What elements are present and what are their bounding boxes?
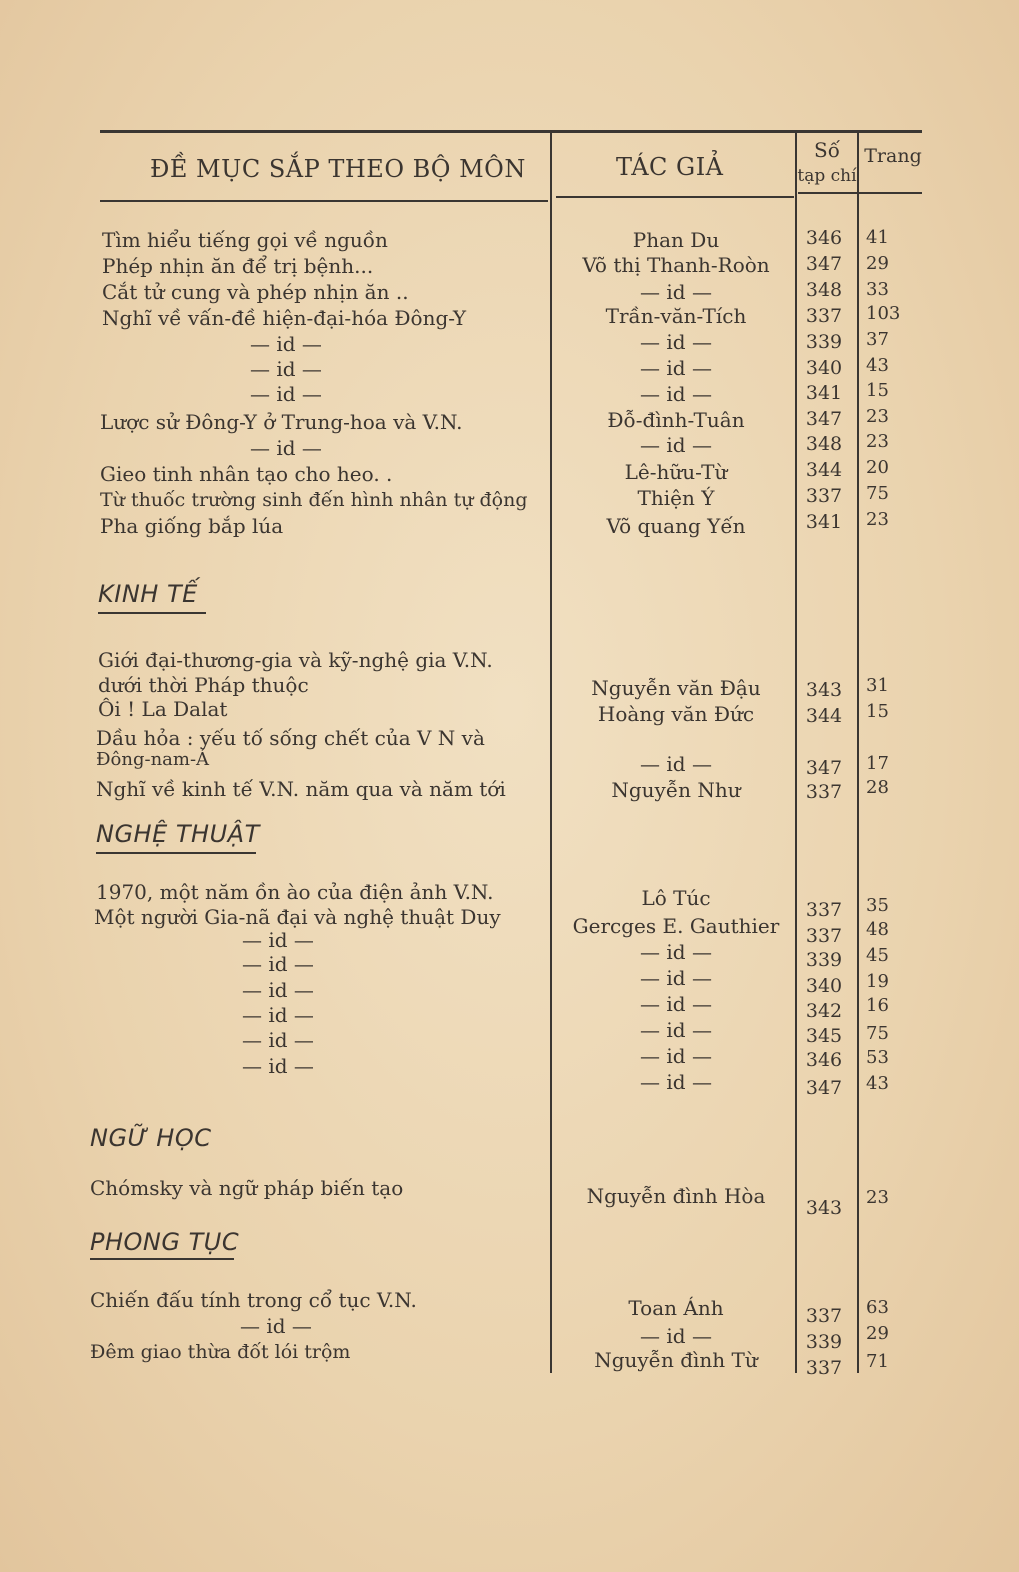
- row-author: Gercges E. Gauthier: [572, 914, 780, 938]
- row-issue: 337: [805, 781, 843, 803]
- column-divider-subject-author: [550, 133, 552, 1373]
- row-author: Nguyễn Như: [611, 778, 741, 802]
- row-issue: 342: [805, 1000, 843, 1022]
- row-page: 75: [866, 483, 889, 504]
- row-page: 17: [866, 753, 889, 774]
- row-title-continued: dưới thời Pháp thuộc: [98, 673, 309, 697]
- row-issue: 343: [805, 1197, 843, 1219]
- row-author: — id —: [640, 966, 712, 990]
- row-issue: 348: [805, 279, 843, 301]
- row-issue: 347: [805, 1077, 843, 1099]
- row-title: — id —: [242, 1054, 314, 1078]
- row-issue: 337: [805, 1357, 843, 1379]
- row-title: Nghĩ về vấn-đề hiện-đại-hóa Đông-Y: [102, 306, 467, 330]
- row-author: — id —: [640, 1070, 712, 1094]
- row-issue: 339: [805, 1331, 843, 1353]
- row-issue: 340: [805, 975, 843, 997]
- row-page: 20: [866, 457, 889, 478]
- header-bottom-rule-subject: [100, 200, 548, 202]
- row-title: — id —: [242, 1028, 314, 1052]
- header-author: TÁC GIẢ: [616, 153, 724, 181]
- row-issue: 337: [805, 925, 843, 947]
- row-author: — id —: [640, 1044, 712, 1068]
- row-author: — id —: [640, 330, 712, 354]
- section-underline: [98, 612, 206, 614]
- row-title: Lược sử Đông-Y ở Trung-hoa và V.N.: [100, 410, 463, 434]
- column-divider-issue-page: [857, 133, 859, 1373]
- row-issue: 343: [805, 679, 843, 701]
- row-page: 53: [866, 1047, 889, 1068]
- row-title: Phép nhịn ăn để trị bệnh...: [102, 254, 374, 278]
- header-page: Trang: [864, 145, 922, 167]
- row-author: Lô Túc: [641, 886, 711, 910]
- row-page: 43: [866, 355, 889, 376]
- section-underline: [96, 852, 256, 854]
- row-author: — id —: [640, 356, 712, 380]
- row-title: — id —: [250, 357, 322, 381]
- row-author: Nguyễn đình Hòa: [586, 1184, 766, 1208]
- row-author: Nguyễn văn Đậu: [591, 676, 761, 700]
- row-title: Tìm hiểu tiếng gọi về nguồn: [102, 228, 388, 252]
- row-author: Lê-hữu-Từ: [624, 460, 728, 484]
- row-author: — id —: [640, 992, 712, 1016]
- row-author: — id —: [640, 940, 712, 964]
- row-title: Giới đại-thương-gia và kỹ-nghệ gia V.N.: [98, 648, 493, 672]
- row-title: Dầu hỏa : yếu tố sống chết của V N và: [96, 726, 485, 750]
- row-issue: 340: [805, 357, 843, 379]
- row-page: 16: [866, 995, 889, 1016]
- row-title-continued: Đông-nam-Á: [96, 749, 210, 770]
- row-title: — id —: [242, 1003, 314, 1027]
- row-author: Hoàng văn Đức: [597, 702, 755, 726]
- row-page: 37: [866, 329, 889, 350]
- header-subject: ĐỀ MỤC SẮP THEO BỘ MÔN: [150, 155, 526, 183]
- row-author: Toan Ánh: [628, 1296, 724, 1320]
- row-author: — id —: [640, 433, 712, 457]
- row-issue: 337: [805, 305, 843, 327]
- row-page: 15: [866, 701, 889, 722]
- row-issue: 337: [805, 899, 843, 921]
- row-title: — id —: [250, 382, 322, 406]
- row-issue: 341: [805, 382, 843, 404]
- row-title: Một người Gia-nã đại và nghệ thuật Duy: [94, 905, 501, 929]
- row-issue: 339: [805, 331, 843, 353]
- row-page: 71: [866, 1351, 889, 1372]
- row-author: — id —: [640, 1018, 712, 1042]
- row-author: — id —: [640, 1324, 712, 1348]
- row-title: Chómsky và ngữ pháp biến tạo: [90, 1176, 404, 1200]
- row-issue: 346: [805, 227, 843, 249]
- row-title: Gieo tinh nhân tạo cho heo. .: [100, 462, 393, 486]
- section-heading-kinh-te: KINH TẾ: [98, 580, 198, 608]
- row-author: — id —: [640, 280, 712, 304]
- row-issue: 344: [805, 459, 843, 481]
- row-page: 43: [866, 1073, 889, 1094]
- row-page: 29: [866, 253, 889, 274]
- row-issue: 339: [805, 949, 843, 971]
- row-title: — id —: [240, 1314, 312, 1338]
- row-page: 63: [866, 1297, 889, 1318]
- row-author: Võ thị Thanh-Roòn: [582, 253, 770, 277]
- row-title: Nghĩ về kinh tế V.N. năm qua và năm tới: [96, 777, 506, 801]
- row-author: Võ quang Yến: [606, 514, 746, 538]
- row-page: 23: [866, 1187, 889, 1208]
- row-author: — id —: [640, 382, 712, 406]
- header-bottom-rule-issue: [798, 192, 922, 194]
- row-page: 19: [866, 971, 889, 992]
- header-bottom-rule-author: [556, 196, 794, 198]
- section-heading-phong-tuc: PHONG TỤC: [90, 1228, 240, 1256]
- row-issue: 348: [805, 433, 843, 455]
- row-title: Từ thuốc trường sinh đến hình nhân tự động: [100, 489, 528, 511]
- row-page: 45: [866, 945, 889, 966]
- row-title: — id —: [242, 952, 314, 976]
- row-issue: 337: [805, 1305, 843, 1327]
- row-author: Thiện Ý: [637, 486, 715, 510]
- row-author: — id —: [640, 752, 712, 776]
- row-author: Nguyễn đình Từ: [594, 1348, 758, 1372]
- section-heading-nghe-thuat: NGHỆ THUẬT: [96, 820, 260, 848]
- row-page: 41: [866, 227, 889, 248]
- row-page: 23: [866, 509, 889, 530]
- row-title: — id —: [242, 928, 314, 952]
- row-page: 33: [866, 279, 889, 300]
- header-top-rule: [100, 130, 922, 133]
- row-title: Ôi ! La Dalat: [98, 697, 228, 721]
- row-author: Phan Du: [632, 228, 720, 252]
- row-title: Pha giống bắp lúa: [100, 514, 284, 538]
- row-page: 28: [866, 777, 889, 798]
- row-issue: 341: [805, 511, 843, 533]
- row-issue: 347: [805, 253, 843, 275]
- row-page: 75: [866, 1023, 889, 1044]
- row-page: 103: [866, 303, 901, 324]
- row-title: Chiến đấu tính trong cổ tục V.N.: [90, 1288, 417, 1312]
- row-issue: 344: [805, 705, 843, 727]
- header-issue-line1: Số: [814, 138, 840, 162]
- row-title: — id —: [250, 332, 322, 356]
- row-author: Đỗ-đình-Tuân: [607, 408, 745, 432]
- row-issue: 337: [805, 485, 843, 507]
- row-title: Cắt tử cung và phép nhịn ăn ..: [102, 280, 409, 304]
- row-issue: 347: [805, 408, 843, 430]
- row-page: 31: [866, 675, 889, 696]
- row-page: 23: [866, 431, 889, 452]
- row-title: — id —: [242, 978, 314, 1002]
- row-page: 15: [866, 380, 889, 401]
- row-page: 35: [866, 895, 889, 916]
- row-issue: 346: [805, 1049, 843, 1071]
- row-page: 23: [866, 406, 889, 427]
- row-author: Trần-văn-Tích: [605, 304, 747, 328]
- row-issue: 347: [805, 757, 843, 779]
- header-issue-line2: tạp chí: [797, 166, 857, 186]
- row-title: 1970, một năm ồn ào của điện ảnh V.N.: [96, 880, 494, 904]
- section-underline: [90, 1258, 234, 1260]
- row-title: — id —: [250, 436, 322, 460]
- section-heading-ngu-hoc: NGỮ HỌC: [90, 1124, 212, 1152]
- row-title: Đêm giao thừa đốt lói trộm: [90, 1341, 351, 1363]
- row-page: 48: [866, 919, 889, 940]
- row-issue: 345: [805, 1025, 843, 1047]
- row-page: 29: [866, 1323, 889, 1344]
